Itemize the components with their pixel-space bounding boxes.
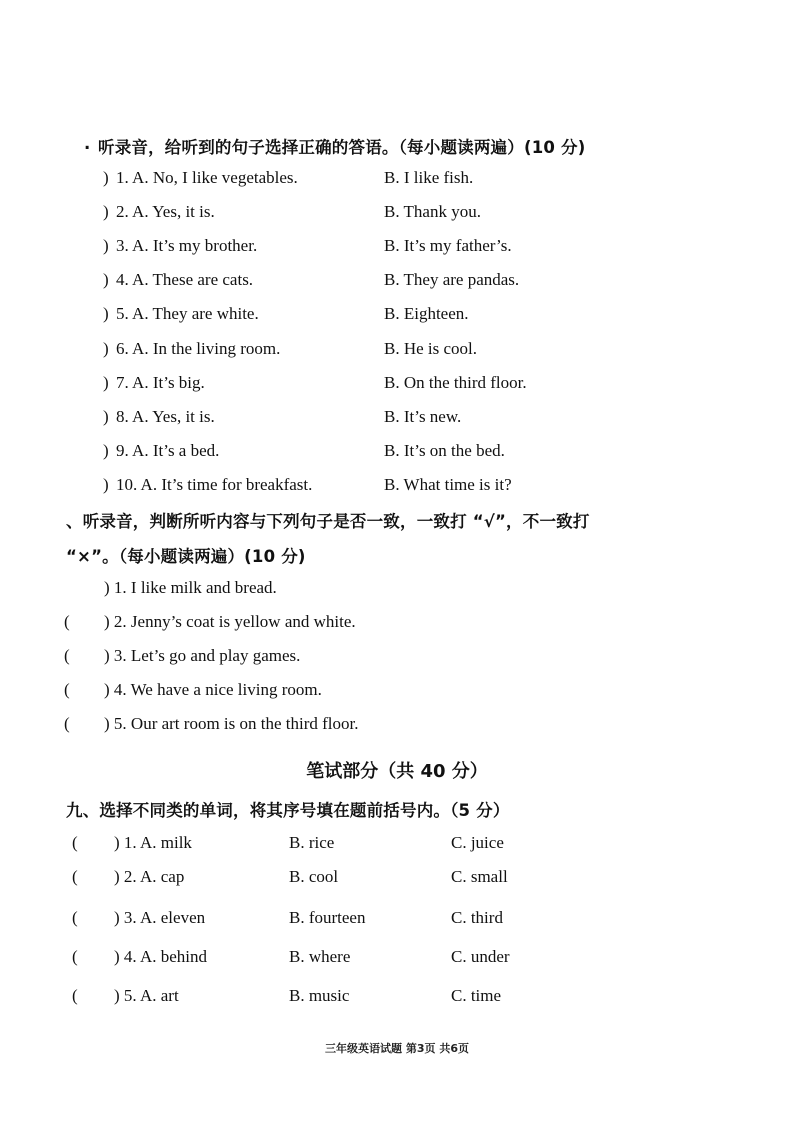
option-b: B. I like fish.	[384, 168, 474, 187]
option-b: B. Thank you.	[384, 202, 481, 221]
option-a: 7. A. It’s big.	[116, 373, 205, 392]
option-a: ) 3. A. eleven	[114, 908, 206, 927]
answer-bracket-open: (	[72, 867, 78, 886]
answer-bracket-open: (	[64, 714, 70, 733]
statement-text: ) 5. Our art room is on the third floor.	[104, 714, 359, 733]
option-a: 1. A. No, I like vegetables.	[116, 168, 298, 187]
statement-text: ) 2. Jenny’s coat is yellow and white.	[104, 612, 356, 631]
question-bracket: )	[103, 304, 109, 323]
page-footer: 三年级英语试题 第3页 共6页	[325, 1042, 469, 1055]
option-b: B. fourteen	[289, 908, 366, 927]
section8-title-line1: 、听录音，判断所听内容与下列句子是否一致，一致打 “√”，不一致打	[66, 512, 590, 531]
question-bracket: )	[103, 407, 109, 426]
option-a: 10. A. It’s time for breakfast.	[116, 475, 313, 494]
answer-bracket-open: (	[64, 646, 70, 665]
option-c: C. third	[451, 908, 503, 927]
option-c: C. under	[451, 947, 510, 966]
option-b: B. It’s new.	[384, 407, 462, 426]
statement-text: ) 3. Let’s go and play games.	[104, 646, 301, 665]
option-c: C. time	[451, 986, 502, 1005]
question-bracket: )	[103, 236, 109, 255]
option-b: B. rice	[289, 833, 335, 852]
answer-bracket-open: (	[64, 680, 70, 699]
question-bracket: )	[103, 339, 109, 358]
option-b: B. where	[289, 947, 351, 966]
answer-bracket-open: (	[72, 947, 78, 966]
option-a: ) 1. A. milk	[114, 833, 192, 852]
statement-text: ) 1. I like milk and bread.	[104, 578, 277, 597]
answer-bracket-open: (	[72, 986, 78, 1005]
question-bracket: )	[103, 475, 109, 494]
option-a: 4. A. These are cats.	[116, 270, 254, 289]
option-a: 6. A. In the living room.	[116, 339, 281, 358]
option-a: ) 5. A. art	[114, 986, 179, 1005]
option-b: B. It’s on the bed.	[384, 441, 505, 460]
option-b: B. Eighteen.	[384, 304, 469, 323]
option-b: B. He is cool.	[384, 339, 478, 358]
written-part-title: 笔试部分（共 40 分）	[306, 761, 488, 782]
question-bracket: )	[103, 168, 109, 187]
answer-bracket-open: (	[72, 908, 78, 927]
question-bracket: )	[103, 441, 109, 460]
option-a: 5. A. They are white.	[116, 304, 259, 323]
option-a: 2. A. Yes, it is.	[116, 202, 215, 221]
question-bracket: )	[103, 270, 109, 289]
section8-title-line2: “×”。（每小题读两遍）(10 分)	[66, 547, 306, 566]
option-b: B. On the third floor.	[384, 373, 527, 392]
answer-bracket-open: (	[72, 833, 78, 852]
option-b: B. They are pandas.	[384, 270, 520, 289]
option-b: B. It’s my father’s.	[384, 236, 512, 255]
option-a: 9. A. It’s a bed.	[116, 441, 220, 460]
section7-marker: .	[84, 134, 91, 153]
option-b: B. What time is it?	[384, 475, 512, 494]
option-b: B. cool	[289, 867, 339, 886]
option-a: 8. A. Yes, it is.	[116, 407, 215, 426]
section7-title: 听录音，给听到的句子选择正确的答语。（每小题读两遍）(10 分)	[98, 138, 586, 157]
option-c: C. juice	[451, 833, 504, 852]
option-a: ) 2. A. cap	[114, 867, 185, 886]
answer-bracket-open: (	[64, 612, 70, 631]
question-bracket: )	[103, 373, 109, 392]
option-c: C. small	[451, 867, 508, 886]
question-bracket: )	[103, 202, 109, 221]
section9-title: 九、选择不同类的单词，将其序号填在题前括号内。（5 分）	[66, 801, 510, 820]
option-a: 3. A. It’s my brother.	[116, 236, 258, 255]
statement-text: ) 4. We have a nice living room.	[104, 680, 322, 699]
option-b: B. music	[289, 986, 350, 1005]
option-a: ) 4. A. behind	[114, 947, 208, 966]
